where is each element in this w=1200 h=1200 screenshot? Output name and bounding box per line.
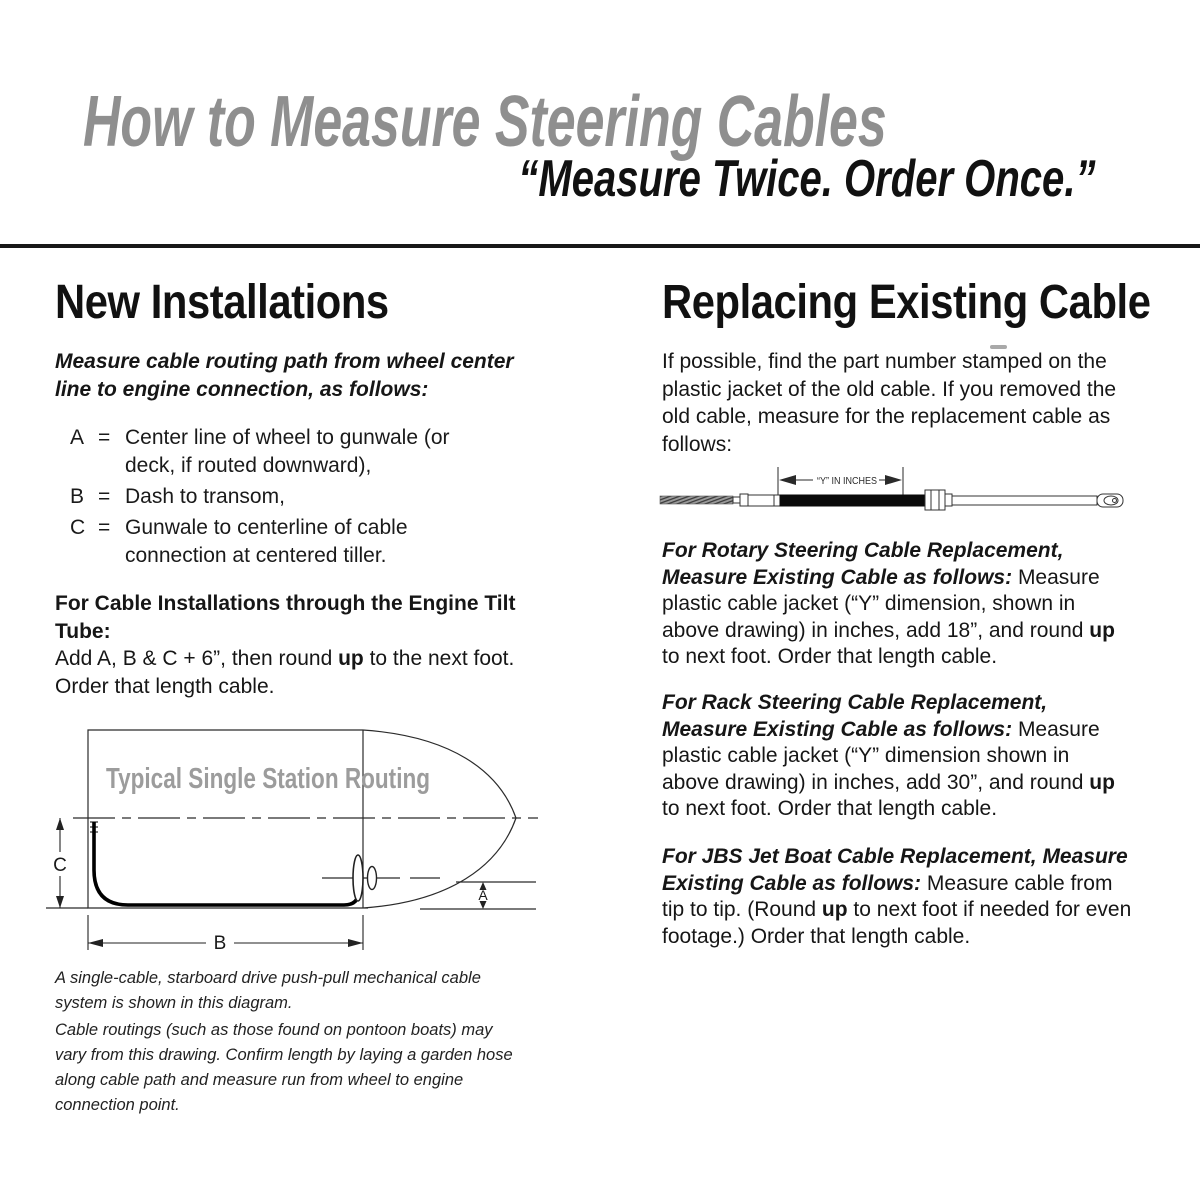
tilt-tube-body: [55, 645, 525, 700]
page-title: How to Measure Steering Cables: [83, 82, 887, 162]
section-lead: For Rotary Steering Cable Replacement, Measure Existing Cable as follows:: [662, 539, 1064, 589]
tagline: “Measure Twice. Order Once.”: [517, 150, 1095, 208]
text-run: to next foot. Order that length cable.: [662, 797, 998, 820]
left-intro: Measure cable routing path from wheel center line to engine connection, as follows:: [55, 350, 514, 401]
text-run: to next foot if needed for even footage.) Order that length cable.: [662, 898, 1132, 948]
definition-letter: B: [70, 485, 85, 508]
rod-connector: [733, 497, 740, 503]
definition-letter: A: [70, 426, 85, 449]
definition-row-b: [55, 483, 535, 511]
section-jbs: [662, 844, 1140, 950]
text-run-bold: up: [338, 647, 364, 670]
tilt-tube-block: [55, 590, 525, 700]
definition-equals: =: [98, 516, 111, 539]
boat-diagram-caption: Typical Single Station Routing: [106, 763, 430, 795]
text-run: to the next foot. Order that length cable.: [55, 647, 515, 698]
text-run-bold: up: [1089, 618, 1115, 642]
section-lead: For JBS Jet Boat Cable Replacement, Measure Existing Cable as follows:: [662, 845, 1128, 895]
definition-text: Center line of wheel to gunwale (or deck, if routed downward),: [125, 426, 450, 477]
threaded-rod: [660, 496, 733, 504]
cable-measurement-diagram: [655, 450, 1185, 540]
helm-wheel: [353, 855, 363, 901]
diagram-note-1: A single-cable, starboard drive push-pull mechanical cable system is shown in this diagram.: [55, 969, 481, 1012]
section-rack: [662, 690, 1117, 823]
definition-equals: =: [98, 485, 111, 508]
cable-jacket: [780, 495, 927, 506]
right-column-heading: Replacing Existing Cable: [662, 276, 1151, 329]
hex-nut: [925, 490, 945, 510]
helm-knob: [368, 867, 377, 890]
steering-cable-path: [94, 822, 359, 905]
definition-row-c: [55, 514, 535, 570]
definition-row-a: [55, 424, 535, 480]
text-run: Measure plastic cable jacket (“Y” dimension, shown in above drawing) in inches, add 18”, and round: [662, 565, 1100, 642]
section-lead: For Rack Steering Cable Replacement, Measure Existing Cable as follows:: [662, 691, 1048, 741]
text-run: to next foot. Order that length cable.: [662, 645, 998, 668]
boat-routing-diagram: [28, 716, 588, 971]
diagram-note-2: Cable routings (such as those found on pontoon boats) may vary from this drawing. Confirm length by laying a garden hose along cable path and measure run from wheel to engine connection point.: [55, 1021, 513, 1114]
boat-hull-outline: [88, 730, 516, 908]
cable-assembly: [660, 490, 1123, 510]
scan-artifact-dash: [990, 345, 1007, 349]
text-run: Add A, B & C + 6”, then round: [55, 647, 339, 670]
tilt-tube-heading: For Cable Installations through the Engine Tilt Tube:: [55, 592, 516, 643]
outer-tube: [952, 496, 1097, 505]
definition-text: Gunwale to centerline of cable connection at centered tiller.: [125, 516, 408, 567]
text-run: Measure plastic cable jacket (“Y” dimension shown in above drawing) in inches, add 30”, and round: [662, 717, 1100, 794]
definition-letter: C: [70, 516, 86, 539]
text-run-bold: up: [1089, 770, 1115, 794]
definition-equals: =: [98, 426, 111, 449]
dim-label-b: B: [213, 933, 227, 954]
text-run: Measure cable from tip to tip. (Round: [662, 871, 1113, 921]
dimension-definition-list: [55, 424, 535, 573]
jacket-end-cylinder: [748, 495, 780, 506]
nut-step: [945, 494, 952, 506]
left-column-heading: New Installations: [55, 276, 389, 329]
collar: [740, 494, 748, 506]
definition-text: Dash to transom,: [125, 485, 285, 508]
dim-label-a: A: [478, 887, 488, 903]
eye-fitting-pin: [1113, 499, 1117, 503]
text-run-bold: up: [821, 898, 848, 921]
y-dimension-label: “Y” IN INCHES: [817, 475, 877, 487]
right-intro: If possible, find the part number stamped on the plastic jacket of the old cable. If you removed the old cable, measure for the replacement cable as follows:: [662, 350, 1117, 456]
header-divider: [0, 244, 1200, 248]
dim-label-c: C: [53, 855, 67, 876]
section-rotary: [662, 538, 1117, 671]
